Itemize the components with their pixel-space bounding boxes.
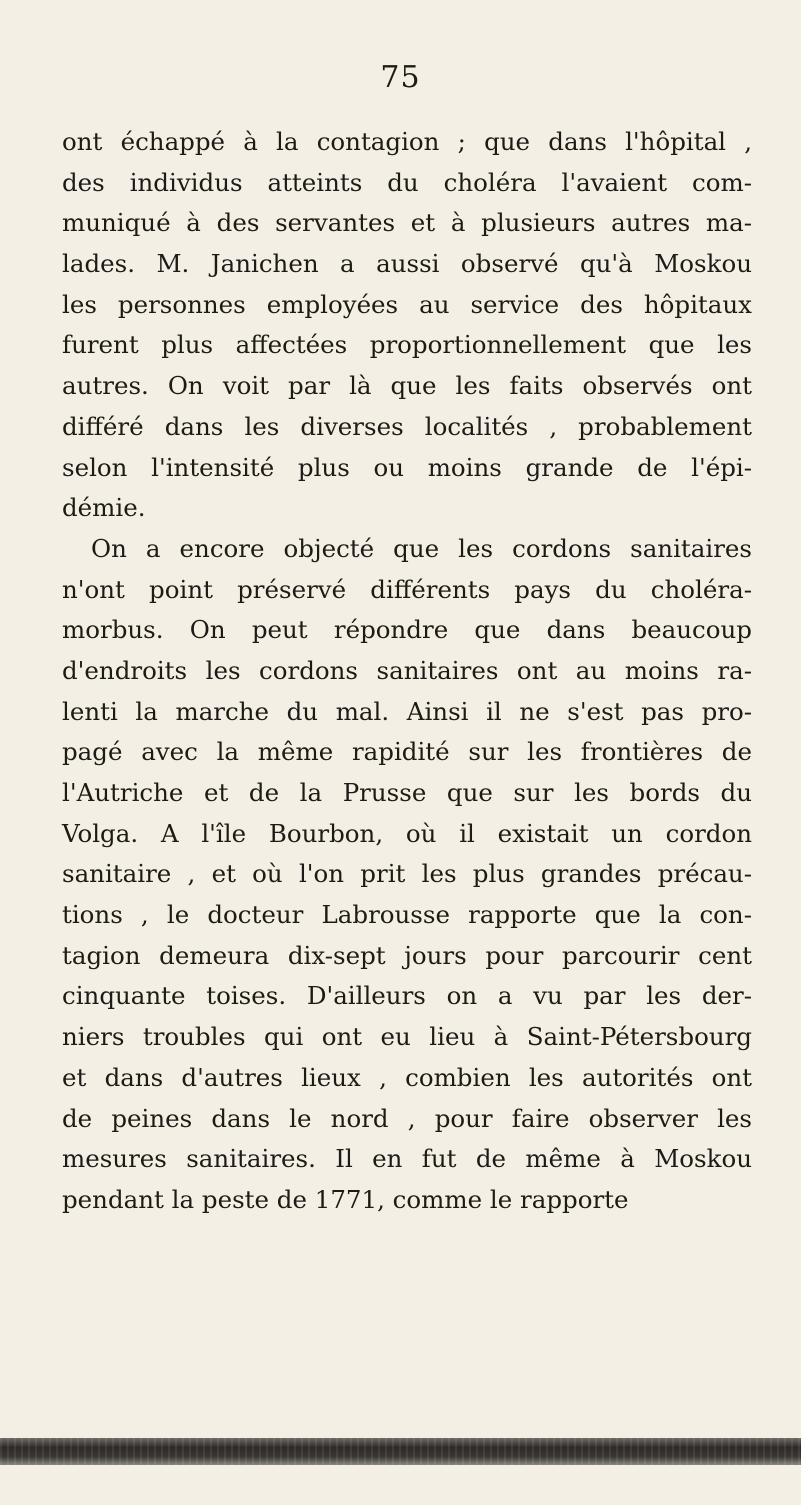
text-line: lades. M. Janichen a aussi observé qu'à Moskou: [62, 249, 752, 279]
text-line: tagion demeura dix-sept jours pour parcourir cent: [62, 940, 752, 970]
page-number: 75: [380, 60, 421, 95]
text-line: sanitaire , et où l'on prit les plus grandes précau-: [62, 859, 752, 889]
text-line: d'endroits les cordons sanitaires ont au moins ra-: [62, 655, 752, 685]
text-line: de peines dans le nord , pour faire observer les: [62, 1103, 752, 1133]
text-line: ont échappé à la contagion ; que dans l'hôpital ,: [62, 127, 752, 156]
text-line: différé dans les diverses localités , probablement: [62, 411, 752, 441]
text-line: pendant la peste de 1771, comme le rapporte: [62, 1184, 629, 1214]
text-line: mesures sanitaires. Il en fut de même à Moskou: [62, 1144, 752, 1174]
text-line: furent plus affectées proportionnellement que les: [62, 330, 752, 360]
text-line: cinquante toises. D'ailleurs on a vu par les der-: [62, 981, 752, 1011]
paragraph-first-line: On a encore objecté que les cordons sanitaires: [91, 533, 752, 563]
text-line: morbus. On peut répondre que dans beaucoup: [62, 615, 752, 645]
text-line: lenti la marche du mal. Ainsi il ne s'est pas pro-: [62, 696, 752, 726]
text-line: démie.: [62, 493, 146, 523]
text-line: muniqué à des servantes et à plusieurs autres ma-: [62, 208, 752, 238]
text-line: et dans d'autres lieux , combien les autorités ont: [62, 1062, 752, 1092]
text-line: les personnes employées au service des hôpitaux: [62, 289, 752, 319]
scan-edge-texture: [0, 1438, 801, 1465]
text-line: n'ont point préservé différents pays du choléra-: [62, 574, 752, 604]
text-line: autres. On voit par là que les faits observés ont: [62, 371, 752, 401]
text-line: pagé avec la même rapidité sur les frontières de: [62, 737, 752, 767]
text-line: Volga. A l'île Bourbon, où il existait un cordon: [62, 818, 752, 848]
text-line: tions , le docteur Labrousse rapporte que la con-: [62, 900, 752, 930]
text-line: selon l'intensité plus ou moins grande de l'épi-: [62, 452, 752, 482]
text-line: des individus atteints du choléra l'avaient com-: [62, 167, 752, 197]
text-line: l'Autriche et de la Prusse que sur les bords du: [62, 778, 752, 807]
text-line: niers troubles qui ont eu lieu à Saint-Pétersbourg: [62, 1022, 752, 1052]
body-text: [62, 122, 752, 1221]
